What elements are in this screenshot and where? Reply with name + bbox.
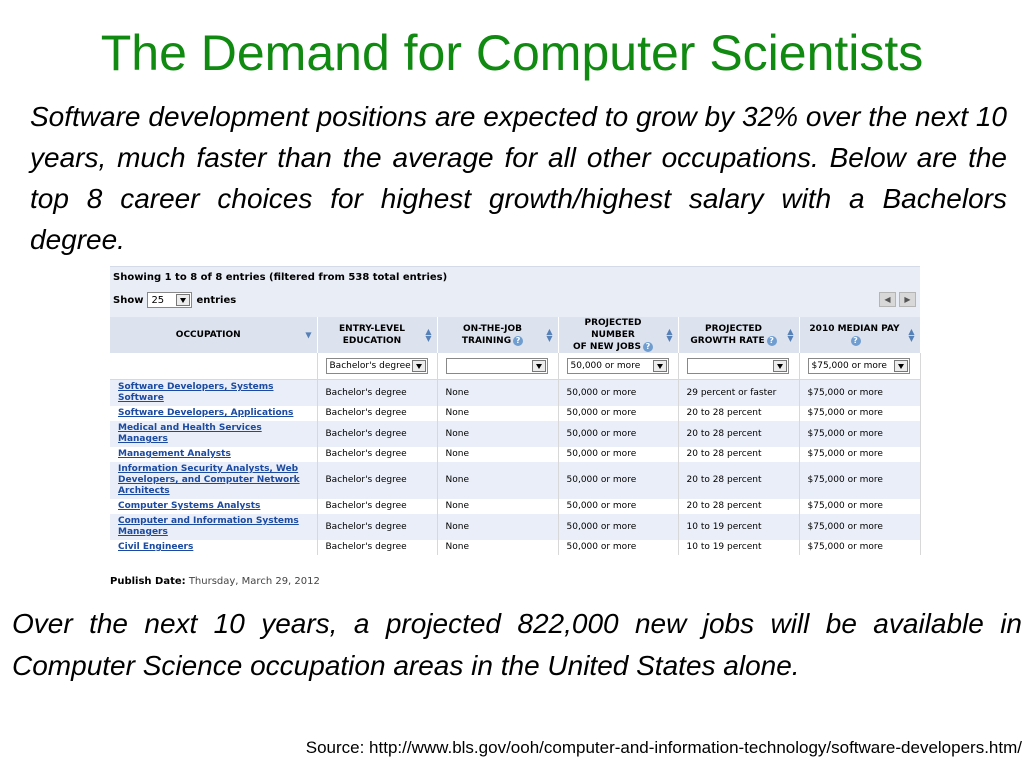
dropdown-arrow-icon [894,360,908,372]
training-cell: None [437,406,558,421]
occupation-cell [110,499,317,514]
sort-arrows-icon[interactable]: ▲ ▼ [546,327,553,343]
filter-select[interactable] [326,358,428,374]
column-header[interactable] [678,317,799,353]
education-cell: Bachelor's degree [317,421,437,447]
table-row [110,540,920,555]
page-size-control [113,292,236,308]
outro-paragraph: Over the next 10 years, a projected 822,000 new jobs will be available in Computer Science occupation areas in the United States alone. [12,608,1022,681]
education-cell: Bachelor's degree [317,447,437,462]
page-size-value: 25 [151,294,165,306]
column-header-label: TRAINING [461,336,512,346]
filter-cell-empty [110,353,317,380]
column-header[interactable] [558,317,678,353]
help-icon[interactable]: ? [643,342,653,352]
growth-rate-cell: 20 to 28 percent [678,406,799,421]
new-jobs-cell: 50,000 or more [558,406,678,421]
median-pay-cell: $75,000 or more [799,514,920,540]
occupation-link[interactable]: Computer and Information Systems Managers [118,516,299,537]
filter-select[interactable] [687,358,789,374]
page-size-select[interactable] [147,292,192,308]
filter-cell [558,353,678,380]
median-pay-cell: $75,000 or more [799,499,920,514]
occupation-cell [110,540,317,555]
filter-cell [799,353,920,380]
occupations-table [110,317,921,555]
sort-arrows-icon[interactable]: ▼ [305,330,312,340]
filter-value: $75,000 or more [811,361,887,371]
publish-label: Publish Date: [110,576,186,587]
header-row [110,317,920,353]
median-pay-cell: $75,000 or more [799,447,920,462]
median-pay-cell: $75,000 or more [799,421,920,447]
new-jobs-cell: 50,000 or more [558,540,678,555]
education-cell: Bachelor's degree [317,462,437,499]
entries-summary: Showing 1 to 8 of 8 entries (filtered from 538 total entries) [113,272,448,283]
occupation-link[interactable]: Information Security Analysts, Web Developers, and Computer Network Architects [118,464,300,496]
sort-arrows-icon[interactable]: ▲ ▼ [787,327,794,343]
column-header-label: ENTRY-LEVEL [339,324,405,334]
new-jobs-cell: 50,000 or more [558,421,678,447]
dropdown-arrow-icon [176,294,190,306]
occupation-cell [110,421,317,447]
training-cell: None [437,447,558,462]
filter-select[interactable] [567,358,669,374]
training-cell: None [437,462,558,499]
slide-title: The Demand for Computer Scientists [100,25,924,81]
table-row [110,499,920,514]
filter-cell [317,353,437,380]
column-header[interactable] [110,317,317,353]
table-body [110,380,920,556]
column-header-label: GROWTH RATE [690,336,765,346]
help-icon[interactable]: ? [513,336,523,346]
median-pay-cell: $75,000 or more [799,380,920,407]
column-header-label: ON-THE-JOB [462,324,522,334]
occupation-link[interactable]: Software Developers, Systems Software [118,382,274,403]
occupation-link[interactable]: Medical and Health Services Managers [118,423,262,444]
column-header-label: OF NEW JOBS [572,342,641,352]
table-row [110,462,920,499]
column-header[interactable] [317,317,437,353]
column-header[interactable] [799,317,920,353]
intro-paragraph: Software development positions are expected to grow by 32% over the next 10 years, much faster than the average for all other occupations. Below are the top 8 career choices for highest growth/highest salary with a Bachelors degree. [30,101,1007,255]
dropdown-arrow-icon [532,360,546,372]
table-row [110,421,920,447]
table-row [110,514,920,540]
growth-rate-cell: 20 to 28 percent [678,447,799,462]
sort-arrows-icon[interactable]: ▲ ▼ [425,327,432,343]
filter-select[interactable] [446,358,548,374]
occupation-link[interactable]: Software Developers, Applications [118,408,294,418]
training-cell: None [437,499,558,514]
occupation-table-panel [110,266,920,587]
show-label: Show [113,294,144,306]
median-pay-cell: $75,000 or more [799,406,920,421]
help-icon[interactable]: ? [767,336,777,346]
growth-rate-cell: 20 to 28 percent [678,499,799,514]
occupation-link[interactable]: Civil Engineers [118,542,194,552]
occupation-cell [110,406,317,421]
education-cell: Bachelor's degree [317,499,437,514]
training-cell: None [437,421,558,447]
filter-value: Bachelor's degree [329,361,411,371]
pagination [879,292,916,307]
next-page-icon[interactable]: ▶ [899,292,916,307]
column-header-label: EDUCATION [342,336,402,346]
table-row [110,380,920,407]
growth-rate-cell: 29 percent or faster [678,380,799,407]
education-cell: Bachelor's degree [317,406,437,421]
education-cell: Bachelor's degree [317,380,437,407]
table-toolbar [110,266,920,317]
occupation-link[interactable]: Management Analysts [118,449,231,459]
entries-label: entries [196,294,237,306]
new-jobs-cell: 50,000 or more [558,462,678,499]
occupation-cell [110,514,317,540]
dropdown-arrow-icon [773,360,787,372]
growth-rate-cell: 20 to 28 percent [678,462,799,499]
column-header-label: 2010 MEDIAN PAY [809,324,900,334]
sort-arrows-icon[interactable]: ▲ ▼ [908,327,915,343]
filter-value: 50,000 or more [570,361,641,371]
occupation-cell [110,380,317,407]
education-cell: Bachelor's degree [317,514,437,540]
source-citation: Source: http://www.bls.gov/ooh/computer-and-information-technology/software-developers.htm/ [305,738,1022,757]
filter-select[interactable] [808,358,910,374]
growth-rate-cell: 10 to 19 percent [678,540,799,555]
training-cell: None [437,380,558,407]
new-jobs-cell: 50,000 or more [558,499,678,514]
growth-rate-cell: 10 to 19 percent [678,514,799,540]
dropdown-arrow-icon [653,360,667,372]
median-pay-cell: $75,000 or more [799,462,920,499]
filter-cell [437,353,558,380]
column-header-label: PROJECTED NUMBER [584,318,642,340]
filter-row [110,353,920,380]
education-cell: Bachelor's degree [317,540,437,555]
prev-page-icon[interactable]: ◀ [879,292,896,307]
occupation-link[interactable]: Computer Systems Analysts [118,501,261,511]
dropdown-arrow-icon [412,360,426,372]
sort-arrows-icon[interactable]: ▲ ▼ [666,327,673,343]
occupation-cell [110,462,317,499]
growth-rate-cell: 20 to 28 percent [678,421,799,447]
training-cell: None [437,540,558,555]
help-icon[interactable]: ? [851,336,861,346]
table-row [110,406,920,421]
table-row [110,447,920,462]
new-jobs-cell: 50,000 or more [558,447,678,462]
new-jobs-cell: 50,000 or more [558,380,678,407]
publish-date [110,576,920,587]
median-pay-cell: $75,000 or more [799,540,920,555]
column-header[interactable] [437,317,558,353]
training-cell: None [437,514,558,540]
filter-cell [678,353,799,380]
new-jobs-cell: 50,000 or more [558,514,678,540]
column-header-label: OCCUPATION [175,330,241,340]
occupation-cell [110,447,317,462]
column-header-label: PROJECTED [704,324,763,334]
publish-date-value: Thursday, March 29, 2012 [188,576,320,587]
